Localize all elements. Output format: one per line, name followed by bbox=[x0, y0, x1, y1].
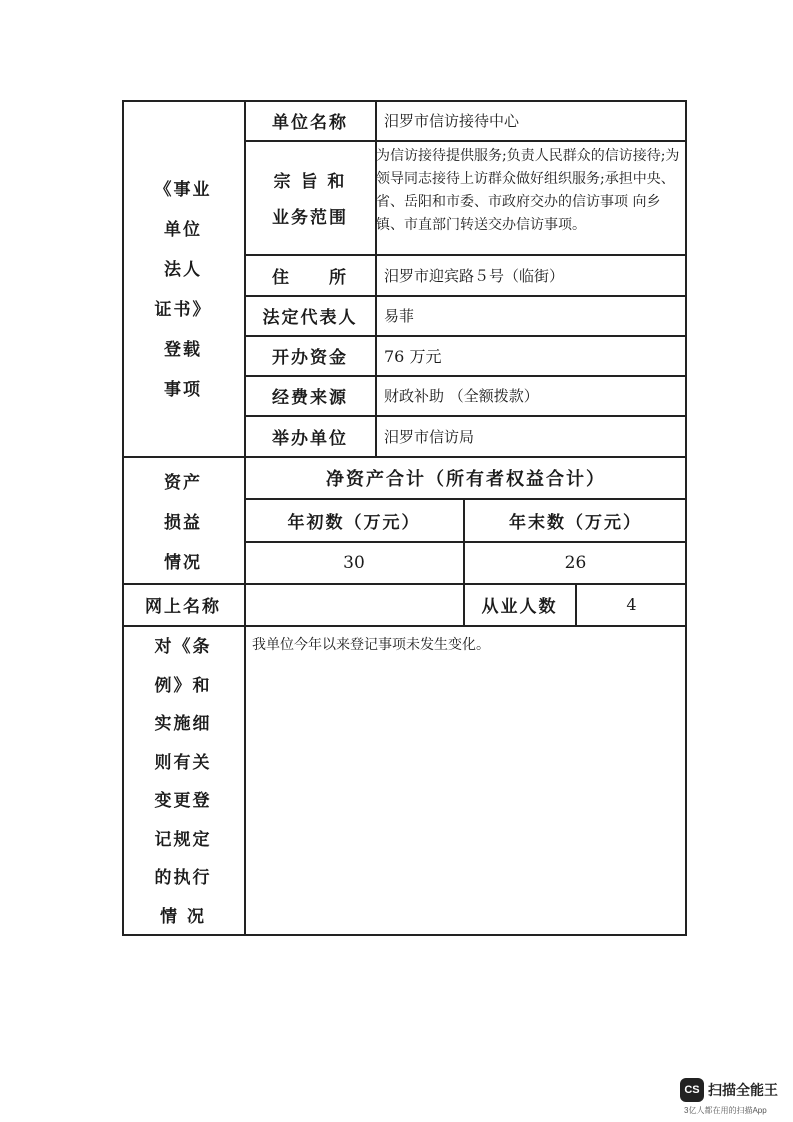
address-label: 住 所 bbox=[272, 267, 348, 288]
assets-section-title: 资产 损益 情况 bbox=[164, 473, 202, 573]
purpose-value: 为信访接待提供服务;负责人民群众的信访接待;为领导同志接待上访群众做好组织服务;承担中央、省、岳阳和市委、市政府交办的信访事项 向乡镇、市直部门转送交办信访事项。 bbox=[376, 148, 680, 233]
scanner-watermark bbox=[680, 1078, 778, 1102]
capital-value: 76 万元 bbox=[384, 347, 442, 366]
compliance-section-title: 对《条 例》和 实施细 则有关 变更登 记规定 的执行 情 况 bbox=[154, 637, 212, 927]
capital-label: 开办资金 bbox=[272, 348, 348, 368]
legal-rep-value: 易菲 bbox=[384, 307, 415, 325]
employees-value: 4 bbox=[626, 595, 637, 614]
section-divider bbox=[122, 625, 687, 627]
funding-label: 经费来源 bbox=[272, 388, 348, 408]
employees-label: 从业人数 bbox=[481, 597, 558, 617]
sponsor-value: 汨罗市信访局 bbox=[384, 427, 475, 446]
purpose-label: 宗 旨 和 业务范围 bbox=[272, 172, 348, 228]
registration-section-title: 《事业 单位 法人 证书》 登载 事项 bbox=[154, 180, 212, 400]
unit-name-value: 汨罗市信访接待中心 bbox=[384, 111, 520, 130]
legal-rep-label: 法定代表人 bbox=[262, 308, 358, 328]
watermark-brand: 扫描全能王 bbox=[708, 1082, 778, 1098]
sponsor-label: 举办单位 bbox=[272, 428, 348, 449]
online-name-value bbox=[245, 584, 463, 625]
row-divider bbox=[244, 140, 687, 142]
begin-year-value: 30 bbox=[343, 552, 365, 573]
watermark-tagline: 3亿人都在用的扫描App bbox=[684, 1106, 767, 1115]
unit-name-label: 单位名称 bbox=[272, 112, 348, 133]
online-name-label: 网上名称 bbox=[145, 597, 221, 617]
begin-year-label: 年初数（万元） bbox=[287, 512, 421, 533]
compliance-note: 我单位今年以来登记事项未发生变化。 bbox=[252, 637, 490, 653]
address-value: 汨罗市迎宾路５号（临街） bbox=[384, 266, 565, 285]
end-year-label: 年末数（万元） bbox=[509, 512, 642, 533]
net-assets-label: 净资产合计（所有者权益合计） bbox=[326, 468, 606, 490]
camscanner-logo-icon: CS bbox=[680, 1078, 704, 1102]
funding-value: 财政补助 （全额拨款） bbox=[384, 387, 539, 405]
end-year-value: 26 bbox=[564, 552, 587, 573]
